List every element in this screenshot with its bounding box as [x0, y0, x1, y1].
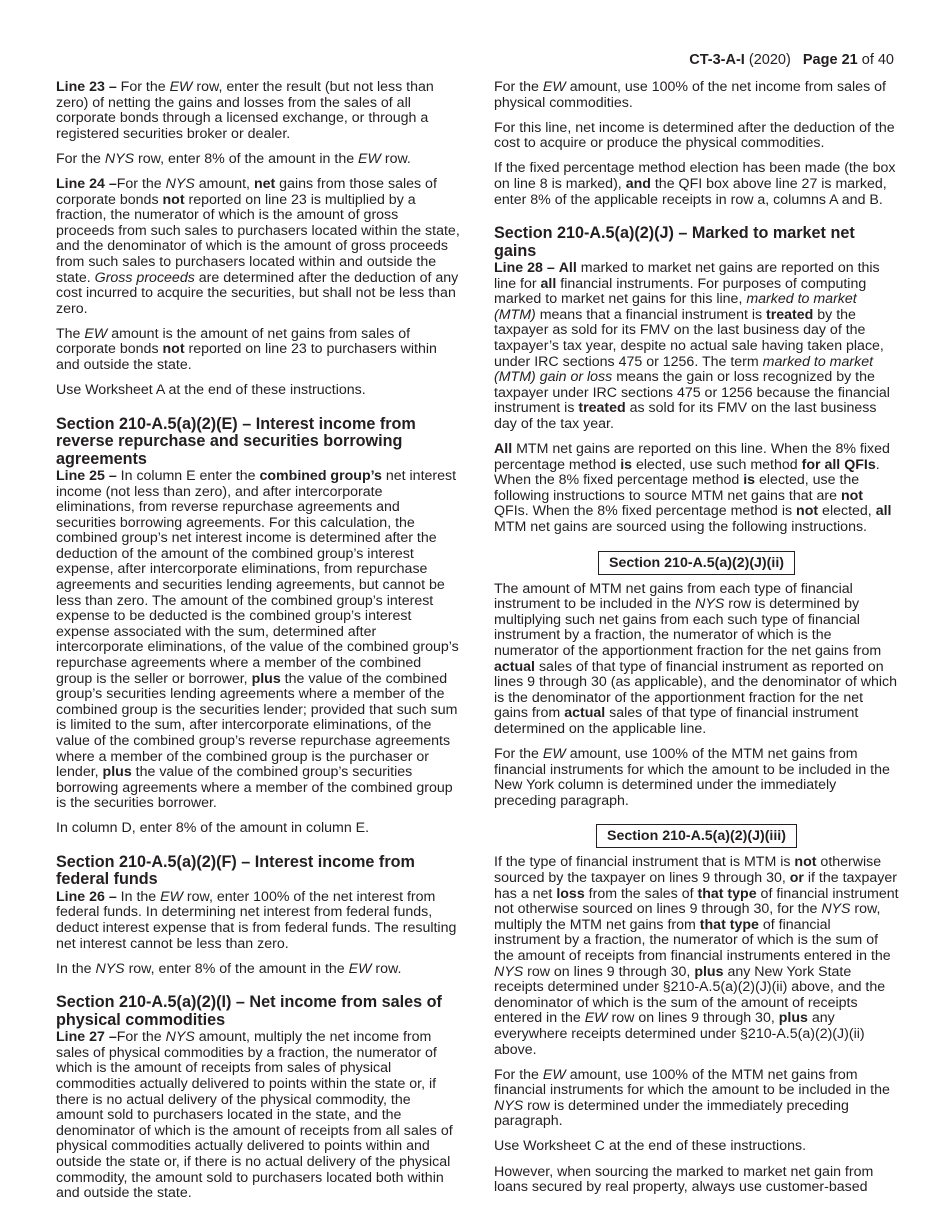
line-27-ew-paragraph [494, 80, 899, 111]
text: from the sales of [584, 885, 698, 902]
emphasis: combined group’s [259, 467, 382, 484]
line-24-ew-paragraph [56, 327, 460, 374]
text: by the taxpayer as sold for its FMV on the last business day of the taxpayer’s tax year, despite no actual sale having taken place, under IRC sections 475 or 1256. The term [494, 306, 884, 370]
nys-term: NYS [695, 596, 725, 613]
defined-term: marked to market (MTM) gain or loss [494, 353, 874, 386]
text: elected, use such method [632, 456, 802, 473]
text: amount, use 100% of the MTM net gains from financial instruments for which the amount to be included in the [494, 1066, 890, 1099]
text: row. [380, 150, 411, 167]
ew-term: EW [542, 1066, 566, 1083]
emphasis: not [796, 503, 819, 520]
text: row on lines 9 through 30, [523, 963, 695, 980]
text: amount, use 100% of the net income from sales of physical commodities. [494, 79, 886, 111]
nys-term: NYS [104, 150, 135, 167]
text: elected, use the following instructions to source MTM net gains that are [494, 472, 860, 504]
emphasis: All [558, 259, 577, 276]
nys-term: NYS [494, 1097, 524, 1114]
text: any New York State receipts determined under §210-A.5(a)(2)(J)(ii) above, and the denominator of which is the sum of the amount of receipts entered in the [494, 963, 886, 1027]
text: sales of that type of financial instrument determined on the applicable line. [494, 705, 859, 737]
text: as sold for its FMV on the last business day of the tax year. [494, 400, 877, 432]
column-d-note: In column D, enter 8% of the amount in column E. [56, 820, 370, 837]
text: of financial instrument not otherwise sourced on lines 9 through 30, for the [494, 885, 899, 918]
section-heading-i: Section 210-A.5(a)(2)(I) – Net income from sales of physical commodities [56, 993, 442, 1029]
text: MTM net gains are sourced using the following instructions. [494, 518, 867, 535]
page-header [689, 52, 894, 68]
line-26-paragraph [56, 890, 460, 952]
page-total: of 40 [861, 52, 894, 68]
text: of financial instrument by a fraction, the numerator of which is the sum of the amount of receipts from financial instruments entered in the [494, 916, 891, 964]
line-25-paragraph [56, 469, 460, 812]
emphasis: plus [694, 963, 724, 980]
section-heading-j: Section 210-A.5(a)(2)(J) – Marked to market net gains [494, 224, 855, 260]
text: For the [56, 150, 105, 167]
emphasis: treated [578, 400, 626, 417]
text: the value of the combined group’s securities borrowing agreements where a member of the combined group is the securities borrower. [56, 764, 453, 812]
text: are determined after the deduction of any cost incurred to acquire the securities, but shall not be less than zero. [56, 269, 459, 317]
section-ii-ew-paragraph [494, 747, 899, 809]
text: For the [494, 1066, 543, 1083]
emphasis: loss [556, 885, 585, 902]
however-paragraph: However, when sourcing the marked to market net gain from loans secured by real property, always use customer-based [494, 1163, 874, 1196]
form-number: CT-3-A-I [689, 52, 745, 68]
ew-term: EW [84, 325, 108, 342]
section-heading-e: Section 210-A.5(a)(2)(E) – Interest income from reverse repurchase and securities borrowing agreements [56, 414, 416, 468]
ew-term: EW [542, 746, 566, 762]
line-label: Line 24 – [56, 175, 117, 192]
defined-term: Gross proceeds [94, 269, 195, 286]
text: In the [116, 888, 161, 905]
text: financial instruments. For purposes of computing marked to market net gains for this line, [494, 275, 867, 308]
text: amount, multiply the net income from sales of physical commodities by a fraction, the numerator of which is the amount of receipts from sales of physical commodities actually delivered to points within the state or, if there is no actual delivery of the physical commodity, the amount sold to purchasers located in the state, and the denominator of which is the amount of receipts from all sales of physical commodities actually delivered to points within and outside the state or, if there is no actual delivery of the physical commodity, the amount sold to purchasers located both within and outside the state. [56, 1029, 453, 1202]
nys-term: NYS [821, 901, 851, 918]
text: reported on line 23 is multiplied by a fraction, the numerator of which is the amount of gross proceeds from such sales to purchasers located within the state, and the denominator of which is the amount of gross proceeds from such sales to purchasers located within and outside the state. [56, 191, 460, 286]
boxed-heading-iii-wrap [494, 824, 899, 848]
emphasis: is [620, 456, 633, 473]
text: If the type of financial instrument that is MTM is [494, 854, 795, 871]
text: if the taxpayer has a net [494, 869, 898, 902]
emphasis: is [743, 472, 756, 489]
emphasis: or [789, 869, 804, 886]
line-label: Line 27 – [56, 1029, 117, 1046]
emphasis: All [494, 441, 513, 457]
text: row is determined by multiplying such net gains from each such type of financial instrument by a fraction, the numerator of which is the numerator of the apportionment fraction for the net gains from [494, 596, 882, 659]
line-26-nys-paragraph [56, 962, 460, 978]
net-income-note: For this line, net income is determined after the deduction of the cost to acquire or produce the physical commodities. [494, 119, 895, 152]
ew-term: EW [358, 150, 381, 167]
text: row, enter 100% of the net interest from federal funds. In determining net interest from federal funds, deduct interest expense that is from federal funds. The resulting net interest cannot be less than zero. [56, 888, 457, 952]
ew-term: EW [169, 79, 193, 95]
emphasis: plus [102, 764, 132, 781]
text: sales of that type of financial instrument as reported on lines 9 through 30 (as applicable), and the denominator of which is the denominator of the apportionment fraction for the net gains from [494, 658, 898, 722]
nys-term: NYS [165, 1029, 195, 1046]
emphasis: net [253, 175, 276, 192]
emphasis: treated [766, 306, 814, 323]
section-iii-paragraph [494, 855, 899, 1058]
boxed-heading-iii: Section 210-A.5(a)(2)(J)(iii) [596, 824, 797, 848]
line-label: Line 26 – [56, 888, 117, 905]
text: In the [56, 960, 96, 977]
worksheet-c-note: Use Worksheet C at the end of these instructions. [494, 1138, 807, 1155]
left-column [56, 80, 460, 1211]
text: row is determined under the immediately preceding paragraph. [494, 1097, 849, 1130]
emphasis: plus [778, 1010, 808, 1027]
text: In column E enter the [116, 467, 260, 484]
nys-term: NYS [165, 175, 195, 192]
text: reported on line 23 to purchasers within and outside the state. [56, 341, 437, 373]
text: If the fixed percentage method election has been made (the box on line 8 is marked), [494, 160, 896, 192]
emphasis: for all QFIs [801, 456, 876, 473]
emphasis: all [540, 275, 557, 292]
text: otherwise sourced by the taxpayer on lines 9 through 30, [494, 854, 882, 886]
line-label: Line 25 – [56, 467, 117, 484]
text: row, multiply the MTM net gains from [494, 901, 881, 933]
text: The amount of MTM net gains from each type of financial instrument to be included in the [494, 580, 853, 613]
defined-term: marked to market (MTM) [494, 291, 857, 323]
text: amount is the amount of net gains from sales of corporate bonds [56, 325, 411, 358]
emphasis: not [162, 341, 185, 358]
mtm-method-paragraph [494, 442, 899, 536]
text: net interest income (not less than zero), and after intercorporate eliminations, from reverse repurchase agreements and securities borrowing agreements. For this calculation, the combined group’s net interest income is determined after the deduction of the amount of the combined group’s interest expense, after intercorporate eliminations, from repurchase agreements and securities lending agreements, but cannot be less than zero. The amount of the combined group’s interest expense to be deducted is the combined group’s interest expense associated with the sum, determined after intercorporate eliminations, of the value of the combined group’s repurchase agreements where a member of the combined group is the seller or borrower, [56, 467, 459, 687]
text: row, enter 8% of the amount in the [124, 960, 349, 977]
right-column [494, 80, 899, 1205]
line-24-paragraph [56, 177, 460, 317]
text: For the [116, 175, 166, 192]
line-27-paragraph [56, 1030, 460, 1202]
text: any everywhere receipts determined under §210-A.5(a)(2)(J)(ii) above. [494, 1010, 865, 1058]
text: . When the 8% fixed percentage method [494, 456, 880, 489]
text: For the [494, 79, 543, 95]
text: row. [371, 960, 402, 977]
boxed-heading-ii-wrap [494, 551, 899, 575]
line-label: Line 28 – [494, 259, 555, 276]
text: row, enter 8% of the amount in the [134, 150, 359, 167]
emphasis: actual [494, 658, 536, 675]
ew-term: EW [348, 960, 372, 977]
emphasis: that type [699, 916, 759, 933]
text: means that a financial instrument is [535, 306, 767, 323]
nys-term: NYS [95, 960, 125, 977]
line-28-paragraph [494, 261, 899, 433]
text: marked to market net gains are reported on this line for [494, 259, 880, 292]
text: amount, [194, 175, 254, 192]
text: amount, use 100% of the MTM net gains from financial instruments for which the amount to be included in the New York column is determined under the immediately preceding paragraph. [494, 746, 890, 809]
emphasis: plus [251, 670, 281, 687]
page-number: Page 21 [802, 52, 858, 68]
text: For the [116, 79, 170, 95]
text: elected, [818, 503, 876, 520]
ew-term: EW [542, 79, 566, 95]
emphasis: not [794, 854, 817, 871]
worksheet-a-note: Use Worksheet A at the end of these instructions. [56, 382, 366, 399]
form-year: (2020) [748, 52, 791, 68]
line-label: Line 23 – [56, 79, 117, 95]
emphasis: all [875, 503, 892, 520]
text: QFIs. When the 8% fixed percentage method is [494, 503, 797, 520]
fixed-percentage-note [494, 161, 899, 208]
section-ii-paragraph [494, 582, 899, 738]
emphasis: that type [697, 885, 757, 902]
line-23-nys-paragraph [56, 152, 460, 168]
nys-term: NYS [494, 963, 524, 980]
emphasis: not [840, 487, 864, 504]
text: For the [494, 746, 543, 762]
boxed-heading-ii: Section 210-A.5(a)(2)(J)(ii) [598, 551, 795, 575]
text: the QFI box above line 27 is marked, enter 8% of the applicable receipts in row a, columns A and B. [494, 175, 887, 208]
text: The [56, 325, 85, 342]
text: means the gain or loss recognized by the taxpayer under IRC sections 475 or 1256 because the financial instrument is [494, 369, 890, 417]
ew-term: EW [584, 1010, 608, 1027]
emphasis: actual [564, 705, 606, 722]
text: the value of the combined group’s securities lending agreements where a member of the combined group is the securities lender; provided that such sum is limited to the sum, after intercorporate eliminations, of the value of the combined group’s reverse repurchase agreements where a member of the combined group is the purchaser or lender, [56, 670, 458, 781]
emphasis: and [625, 175, 651, 192]
text: row on lines 9 through 30, [607, 1010, 779, 1027]
emphasis: not [162, 191, 185, 208]
section-iii-ew-paragraph [494, 1068, 899, 1130]
section-heading-f: Section 210-A.5(a)(2)(F) – Interest income from federal funds [56, 853, 415, 889]
text: For the [116, 1029, 166, 1046]
text: MTM net gains are reported on this line. When the 8% fixed percentage method [494, 441, 890, 473]
text: gains from those sales of corporate bonds [56, 175, 437, 208]
text: row, enter the result (but not less than zero) of netting the gains and losses from the sales of all corporate bonds through a licensed exchange, or through a registered securities broker or dealer. [56, 79, 434, 142]
ew-term: EW [160, 888, 183, 905]
line-23-paragraph [56, 80, 460, 142]
